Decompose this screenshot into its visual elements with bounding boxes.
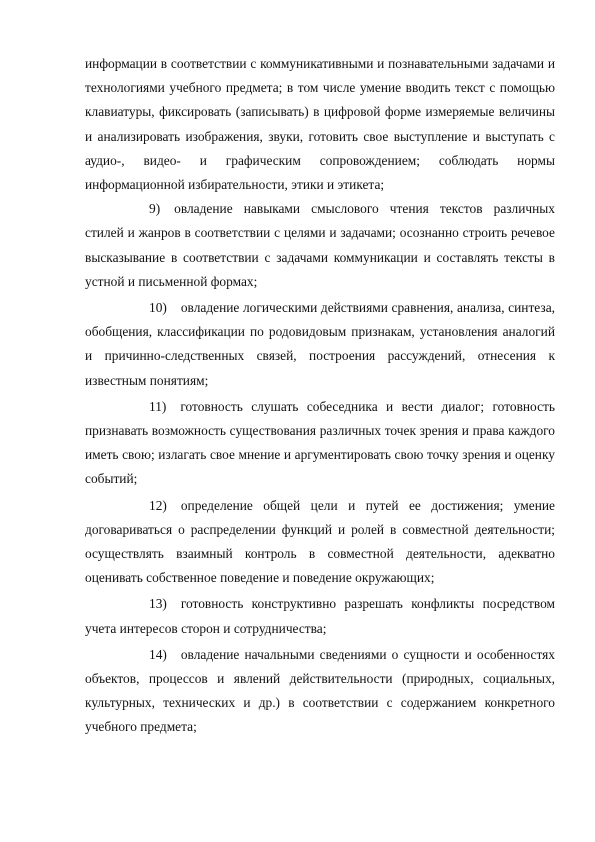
list-item-text: овладение начальными сведениями о сущности и особенностях объектов, процессов и явлений действительности (природных, социальных, культурных, технических и др.) в соответствии с содержанием конкретного учебного предмета; xyxy=(85,646,555,735)
list-item-number: 13) xyxy=(149,596,167,612)
list-item-text: готовность конструктивно разрешать конфликты посредством учета интересов сторон и сотрудничества; xyxy=(85,596,555,636)
list-item-text: определение общей цели и путей ее достижения; умение договариваться о распределении функций и ролей в совместной деятельности; осуществлять взаимный контроль в совместной деятельности, адекватно оценивать собственное поведение и поведение окружающих; xyxy=(85,497,555,586)
list-item-text: овладение логическими действиями сравнения, анализа, синтеза, обобщения, классификации по родовидовым признакам, установления аналогий и причинно-следственных связей, построения рассуждений, отнесения к известным понятиям; xyxy=(85,300,555,388)
list-item-14 xyxy=(85,643,555,740)
list-item-13 xyxy=(85,592,555,640)
list-item-12 xyxy=(85,494,555,591)
list-item-number: 10) xyxy=(149,300,167,316)
list-item-number: 11) xyxy=(149,398,167,414)
list-item-text: овладение навыками смыслового чтения текстов различных стилей и жанров в соответствии с целями и задачами; осознанно строить речевое высказывание в соответствии с задачами коммуникации и составлять тексты в устной и письменной формах; xyxy=(85,201,555,289)
list-item-9 xyxy=(85,197,555,294)
list-item-11 xyxy=(85,395,555,492)
list-item-10 xyxy=(85,296,555,393)
list-item-text: готовность слушать собеседника и вести диалог; готовность признавать возможность существования различных точек зрения и права каждого иметь свою; излагать свое мнение и аргументировать свою точку зрения и оценку событий; xyxy=(85,398,555,487)
paragraph-text: информации в соответствии с коммуникативными и познавательными задачами и технологиями учебного предмета; в том числе умение вводить текст с помощью клавиатуры, фиксировать (записывать) в цифровой форме измеряемые величины и анализировать изображения, звуки, готовить свое выступление и выступать с аудио-, видео- и графическим сопровождением; соблюдать нормы информационной избирательности, этики и этикета; xyxy=(85,56,555,193)
paragraph-continuation xyxy=(85,52,555,197)
list-item-number: 12) xyxy=(149,497,167,513)
list-item-number: 9) xyxy=(149,201,161,217)
list-item-number: 14) xyxy=(149,646,167,662)
document-page xyxy=(85,52,555,740)
